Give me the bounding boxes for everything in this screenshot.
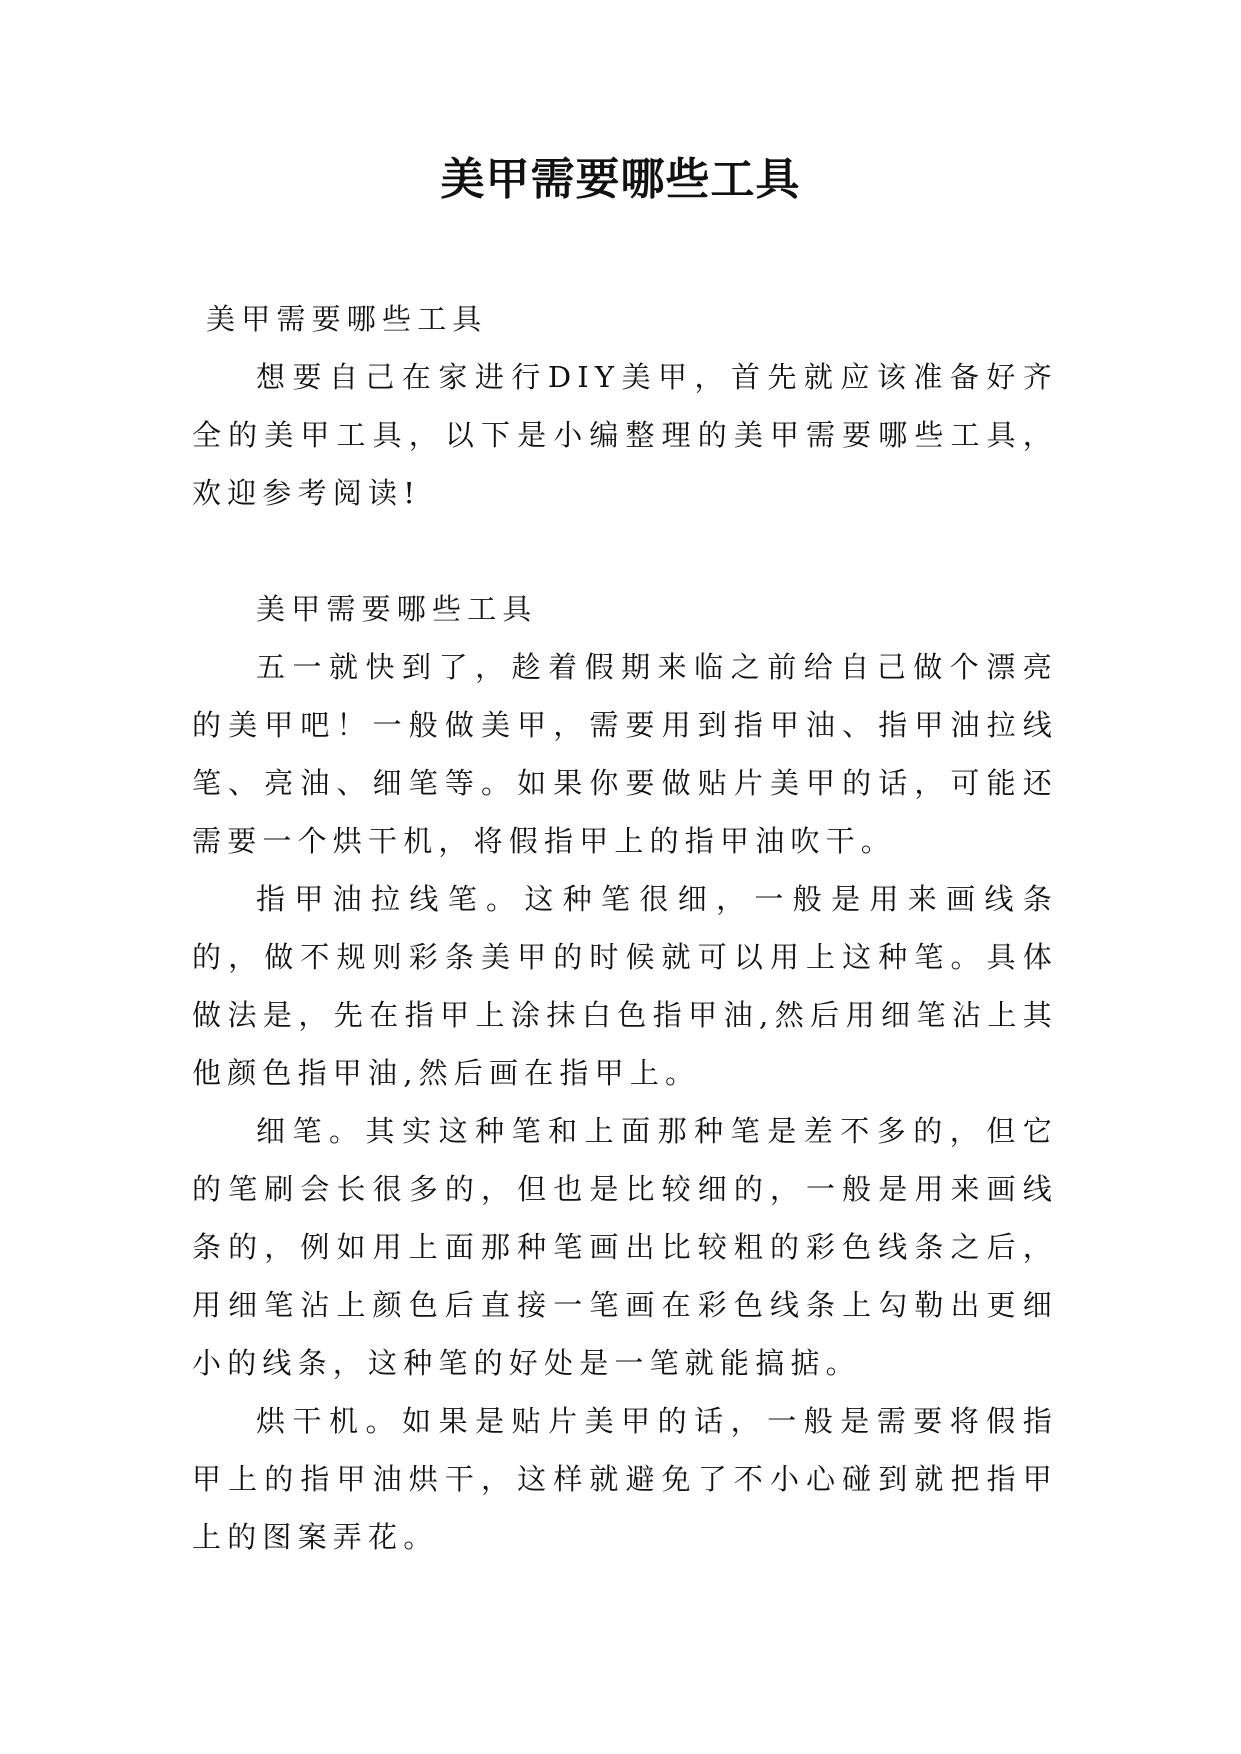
body-paragraph: 细笔。其实这种笔和上面那种笔是差不多的，但它的笔刷会长很多的，但也是比较细的，一般是用来画线条的，例如用上面那种笔画出比较粗的彩色线条之后，用细笔沾上颜色后直接一笔画在彩色线条上勾勒出更细小的线条，这种笔的好处是一笔就能搞掂。 xyxy=(192,1114,1058,1380)
body-paragraph: 五一就快到了，趁着假期来临之前给自己做个漂亮的美甲吧！一般做美甲，需要用到指甲油、指甲油拉线笔、亮油、细笔等。如果你要做贴片美甲的话，可能还需要一个烘干机，将假指甲上的指甲油吹干。 xyxy=(192,650,1058,858)
paragraph-spacer xyxy=(192,522,1058,580)
document-body xyxy=(192,290,1058,1566)
intro-paragraph: 想要自己在家进行DIY美甲，首先就应该准备好齐全的美甲工具，以下是小编整理的美甲需要哪些工具，欢迎参考阅读! xyxy=(192,360,1058,510)
body-paragraph: 烘干机。如果是贴片美甲的话，一般是需要将假指甲上的指甲油烘干，这样就避免了不小心碰到就把指甲上的图案弄花。 xyxy=(192,1404,1058,1554)
document-subtitle: 美甲需要哪些工具 xyxy=(206,302,488,336)
body-paragraph: 指甲油拉线笔。这种笔很细，一般是用来画线条的，做不规则彩条美甲的时候就可以用上这种笔。具体做法是，先在指甲上涂抹白色指甲油,然后用细笔沾上其他颜色指甲油,然后画在指甲上。 xyxy=(192,882,1058,1090)
section-heading: 美甲需要哪些工具 xyxy=(256,592,538,626)
document-title: 美甲需要哪些工具 xyxy=(440,154,801,205)
